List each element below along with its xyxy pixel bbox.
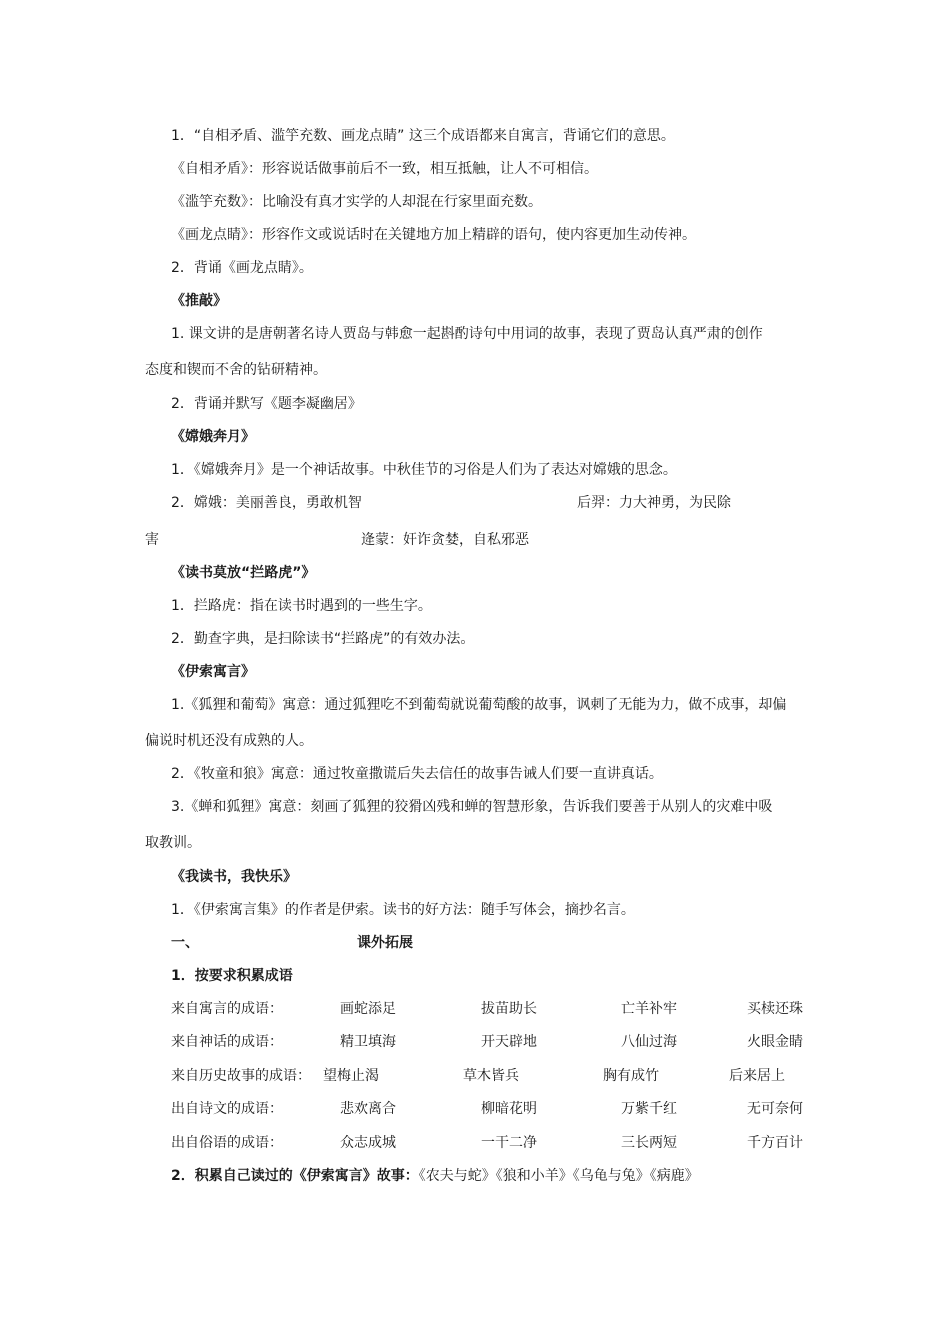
section-title: 《推敲》 bbox=[171, 293, 227, 309]
idiom: 无可奈何 bbox=[747, 1101, 803, 1117]
reading-list-value: 《农夫与蛇》《狼和小羊》《乌龟与兔》《病鹿》 bbox=[418, 1168, 699, 1184]
idiom: 草木皆兵 bbox=[463, 1068, 519, 1084]
heading-title: 课外拓展 bbox=[357, 935, 413, 951]
item-line: 2．《牧童和狼》寓意：通过牧童撒谎后失去信任的故事告诫人们要一直讲真话。 bbox=[171, 766, 663, 782]
item-line: 2．嫦娥：美丽善良，勇敢机智 bbox=[171, 495, 362, 511]
item-line: 2．背诵并默写《题李凝幽居》 bbox=[171, 396, 362, 412]
item-line: 1．《嫦娥奔月》是一个神话故事。中秋佳节的习俗是人们为了表达对嫦娥的思念。 bbox=[171, 462, 677, 478]
idiom: 精卫填海 bbox=[340, 1034, 396, 1050]
idiom: 一干二净 bbox=[481, 1135, 537, 1151]
idiom-row-label: 出自诗文的成语： bbox=[171, 1101, 283, 1117]
item-line-continued: 态度和锲而不舍的钻研精神。 bbox=[145, 362, 327, 378]
idiom: 画蛇添足 bbox=[340, 1001, 396, 1017]
idiom: 后来居上 bbox=[729, 1068, 785, 1084]
idiom: 万紫千红 bbox=[621, 1101, 677, 1117]
idiom-row-label: 来自神话的成语： bbox=[171, 1034, 283, 1050]
idiom: 三长两短 bbox=[621, 1135, 677, 1151]
item-line: 2．背诵《画龙点睛》。 bbox=[171, 260, 313, 276]
idiom: 买椟还珠 bbox=[747, 1001, 803, 1017]
idiom: 八仙过海 bbox=[621, 1034, 677, 1050]
idiom: 胸有成竹 bbox=[603, 1068, 659, 1084]
idiom: 悲欢离合 bbox=[340, 1101, 396, 1117]
item-line: 1．拦路虎：指在读书时遇到的一些生字。 bbox=[171, 598, 432, 614]
idiom: 拔苗助长 bbox=[481, 1001, 537, 1017]
definition-line: 《自相矛盾》：形容说话做事前后不一致，相互抵触，让人不可相信。 bbox=[171, 161, 598, 177]
idiom: 望梅止渴 bbox=[323, 1068, 379, 1084]
item-line: 1.《狐狸和葡萄》寓意：通过狐狸吃不到葡萄就说葡萄酸的故事，讽刺了无能为力，做不成事，却偏 bbox=[171, 697, 787, 713]
definition-line: 《滥竽充数》：比喻没有真才实学的人却混在行家里面充数。 bbox=[171, 194, 542, 210]
idiom-row-label: 出自俗语的成语： bbox=[171, 1135, 283, 1151]
idiom: 千方百计 bbox=[747, 1135, 803, 1151]
idiom-row-label: 来自历史故事的成语： bbox=[171, 1068, 311, 1084]
idiom-row-label: 来自寓言的成语： bbox=[171, 1001, 283, 1017]
idiom: 亡羊补牢 bbox=[621, 1001, 677, 1017]
idiom: 柳暗花明 bbox=[481, 1101, 537, 1117]
section-title: 《我读书，我快乐》 bbox=[171, 869, 297, 885]
item-line: 后羿：力大神勇，为民除 bbox=[577, 495, 731, 511]
idiom: 火眼金睛 bbox=[747, 1034, 803, 1050]
section-title: 《嫦娥奔月》 bbox=[171, 429, 255, 445]
section-title: 《读书莫放“拦路虎”》 bbox=[171, 565, 316, 581]
reading-list-line bbox=[171, 1167, 699, 1185]
subheading: 1．按要求积累成语 bbox=[171, 968, 293, 984]
idiom: 众志成城 bbox=[340, 1135, 396, 1151]
item-line: 3.《蝉和狐狸》寓意：刻画了狐狸的狡猾凶残和蝉的智慧形象，告诉我们要善于从别人的灾难中吸 bbox=[171, 799, 773, 815]
item-line: 2．勤查字典，是扫除读书“拦路虎”的有效办法。 bbox=[171, 631, 475, 647]
item-line: 逄蒙：奸诈贪婪，自私邪恶 bbox=[361, 532, 529, 548]
heading-number: 一、 bbox=[171, 935, 199, 951]
reading-list-label: 2．积累自己读过的《伊索寓言》故事： bbox=[171, 1168, 419, 1184]
item-line: 1．《伊索寓言集》的作者是伊索。读书的好方法：随手写体会，摘抄名言。 bbox=[171, 902, 635, 918]
item-line: 1. 课文讲的是唐朝著名诗人贾岛与韩愈一起斟酌诗句中用词的故事，表现了贾岛认真严肃的创作 bbox=[171, 326, 763, 342]
item-line-continued: 偏说时机还没有成熟的人。 bbox=[145, 733, 313, 749]
item-line-continued: 害 bbox=[145, 532, 159, 548]
item-line-continued: 取教训。 bbox=[145, 835, 201, 851]
section-title: 《伊索寓言》 bbox=[171, 664, 255, 680]
definition-line: 《画龙点睛》：形容作文或说话时在关键地方加上精辟的语句，使内容更加生动传神。 bbox=[171, 227, 696, 243]
item-line: 1．“自相矛盾、滥竽充数、画龙点睛” 这三个成语都来自寓言，背诵它们的意思。 bbox=[171, 128, 675, 144]
idiom: 开天辟地 bbox=[481, 1034, 537, 1050]
